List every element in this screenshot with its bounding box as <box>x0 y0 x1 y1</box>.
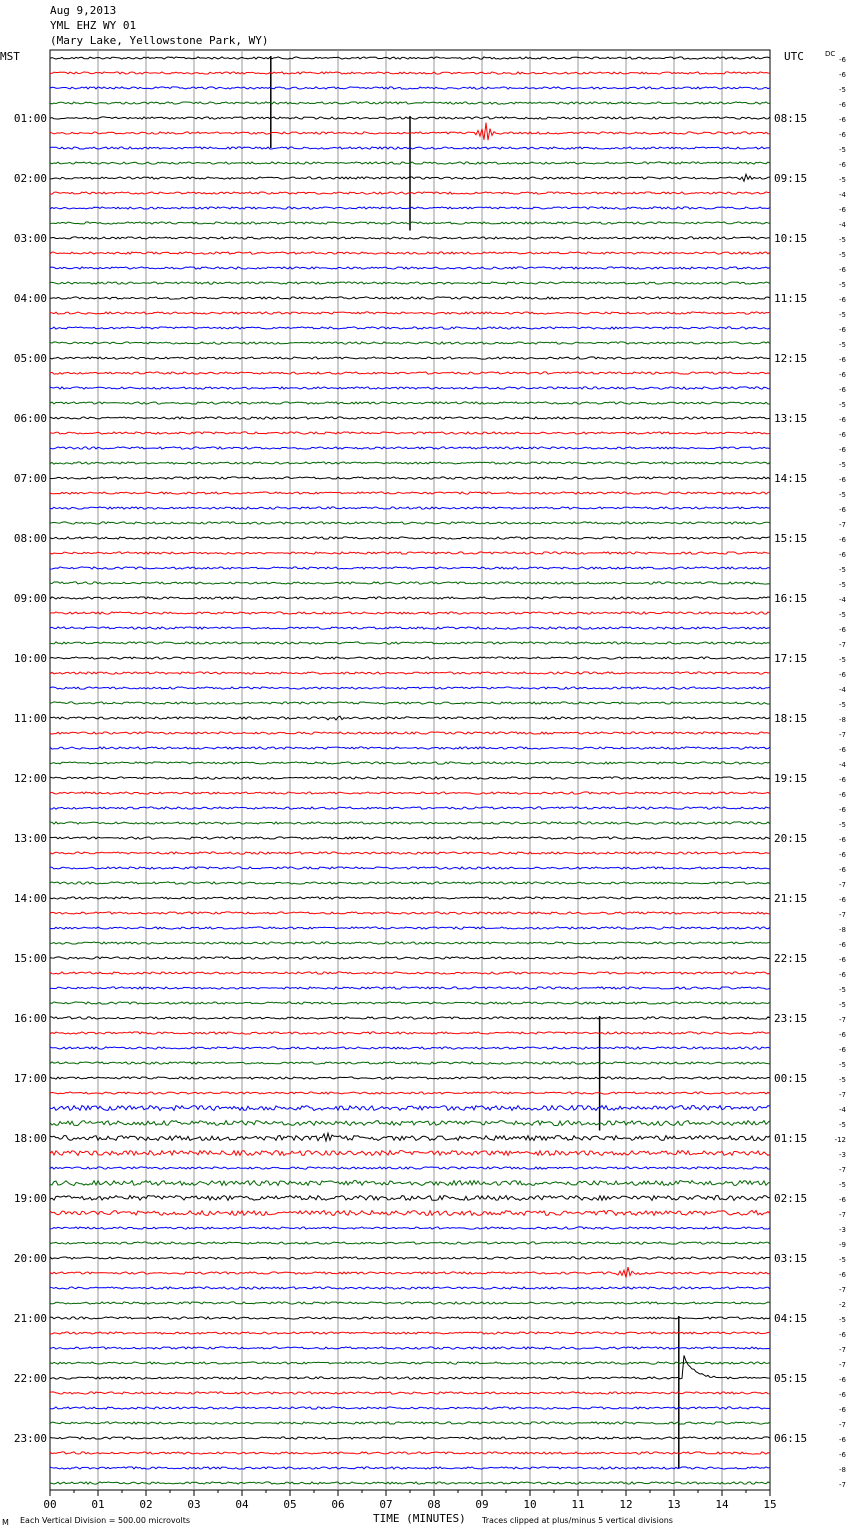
right-axis-title: UTC <box>784 50 804 63</box>
trace-row-1 <box>50 72 770 74</box>
trace-row-27 <box>50 462 770 464</box>
dc-offset-row-56: -6 <box>839 896 846 904</box>
dc-offset-row-86: -7 <box>839 1346 846 1354</box>
trace-row-73 <box>50 1151 770 1156</box>
dc-offset-row-63: -5 <box>839 1001 846 1009</box>
x-tick-label-10: 10 <box>523 1498 537 1511</box>
dc-offset-row-53: -6 <box>839 851 846 859</box>
dc-offset-row-57: -7 <box>839 911 846 919</box>
dc-offset-row-13: -5 <box>839 251 846 259</box>
dc-offset-row-88: -6 <box>839 1376 846 1384</box>
dc-offset-row-81: -6 <box>839 1271 846 1279</box>
left-hour-label: 03:00 <box>13 232 47 245</box>
dc-offset-row-61: -6 <box>839 971 846 979</box>
right-hour-label: 01:15 <box>774 1132 808 1145</box>
right-hour-label: 22:15 <box>774 952 808 965</box>
trace-row-67 <box>50 1062 770 1064</box>
left-hour-label: 01:00 <box>13 112 47 125</box>
dc-offset-row-38: -6 <box>839 626 846 634</box>
dc-offset-row-3: -6 <box>839 101 846 109</box>
clip-note: Traces clipped at plus/minus 5 vertical divisions <box>482 1516 673 1525</box>
right-hour-label: 00:15 <box>774 1072 808 1085</box>
x-tick-label-04: 04 <box>235 1498 249 1511</box>
dc-offset-row-89: -6 <box>839 1391 846 1399</box>
trace-row-22 <box>50 387 770 389</box>
trace-row-30 <box>50 507 770 509</box>
dc-offset-row-42: -4 <box>839 686 846 694</box>
right-hour-label: 10:15 <box>774 232 808 245</box>
trace-row-71 <box>50 1121 770 1126</box>
trace-row-91 <box>50 1422 770 1424</box>
dc-offset-row-20: -6 <box>839 356 846 364</box>
dc-offset-row-10: -6 <box>839 206 846 214</box>
trace-row-15 <box>50 282 770 284</box>
dc-offset-row-77: -7 <box>839 1211 846 1219</box>
x-tick-label-06: 06 <box>331 1498 345 1511</box>
dc-offset-row-40: -5 <box>839 656 846 664</box>
left-hour-label: 13:00 <box>13 832 47 845</box>
left-hour-label: 06:00 <box>13 412 47 425</box>
x-tick-label-01: 01 <box>91 1498 105 1511</box>
x-tick-label-02: 02 <box>139 1498 153 1511</box>
dc-offset-row-34: -5 <box>839 566 846 574</box>
dc-offset-row-8: -5 <box>839 176 846 184</box>
dc-offset-row-39: -7 <box>839 641 846 649</box>
trace-row-13 <box>50 252 770 254</box>
left-hour-label: 21:00 <box>13 1312 47 1325</box>
dc-offset-row-12: -5 <box>839 236 846 244</box>
dc-offset-row-18: -6 <box>839 326 846 334</box>
dc-offset-row-28: -6 <box>839 476 846 484</box>
trace-row-20 <box>50 357 770 359</box>
left-hour-label: 18:00 <box>13 1132 47 1145</box>
trace-row-83 <box>50 1302 770 1304</box>
trace-row-35 <box>50 582 770 584</box>
dc-offset-row-48: -6 <box>839 776 846 784</box>
header-date: Aug 9,2013 <box>50 4 117 17</box>
trace-row-86 <box>50 1347 770 1349</box>
trace-row-85 <box>50 1332 770 1334</box>
header-location: (Mary Lake, Yellowstone Park, WY) <box>50 34 269 47</box>
dc-offset-row-29: -5 <box>839 491 846 499</box>
left-hour-label: 04:00 <box>13 292 47 305</box>
left-hour-label: 05:00 <box>13 352 47 365</box>
left-hour-label: 17:00 <box>13 1072 47 1085</box>
x-tick-label-08: 08 <box>427 1498 441 1511</box>
dc-offset-row-93: -6 <box>839 1451 846 1459</box>
trace-row-26 <box>50 447 770 449</box>
dc-offset-row-79: -9 <box>839 1241 846 1249</box>
right-hour-label: 12:15 <box>774 352 808 365</box>
trace-row-80 <box>50 1257 770 1259</box>
dc-offset-row-95: -7 <box>839 1481 846 1489</box>
trace-row-72 <box>50 1133 770 1141</box>
right-hour-label: 06:15 <box>774 1432 808 1445</box>
left-hour-label: 23:00 <box>13 1432 47 1445</box>
trace-row-88 <box>50 1355 770 1379</box>
trace-row-75 <box>50 1181 770 1186</box>
dc-offset-row-69: -7 <box>839 1091 846 1099</box>
trace-row-79 <box>50 1242 770 1244</box>
trace-row-37 <box>50 612 770 614</box>
dc-offset-row-66: -6 <box>839 1046 846 1054</box>
trace-row-17 <box>50 312 770 314</box>
right-hour-label: 15:15 <box>774 532 808 545</box>
x-tick-label-05: 05 <box>283 1498 297 1511</box>
dc-offset-row-52: -6 <box>839 836 846 844</box>
left-hour-label: 16:00 <box>13 1012 47 1025</box>
trace-row-62 <box>50 987 770 989</box>
trace-row-16 <box>50 297 770 299</box>
trace-row-36 <box>50 597 770 599</box>
dc-offset-row-76: -6 <box>839 1196 846 1204</box>
dc-offset-row-16: -6 <box>839 296 846 304</box>
trace-row-33 <box>50 552 770 554</box>
trace-row-45 <box>50 732 770 734</box>
left-hour-label: 10:00 <box>13 652 47 665</box>
dc-offset-row-36: -4 <box>839 596 846 604</box>
dc-offset-row-22: -6 <box>839 386 846 394</box>
right-hour-label: 21:15 <box>774 892 808 905</box>
dc-offset-row-49: -6 <box>839 791 846 799</box>
right-hour-label: 13:15 <box>774 412 808 425</box>
x-axis-title: TIME (MINUTES) <box>373 1512 466 1525</box>
dc-offset-row-72: -12 <box>834 1136 846 1144</box>
trace-row-54 <box>50 867 770 869</box>
trace-row-14 <box>50 267 770 269</box>
dc-offset-row-58: -8 <box>839 926 846 934</box>
dc-offset-row-37: -5 <box>839 611 846 619</box>
right-hour-label: 19:15 <box>774 772 808 785</box>
dc-offset-row-19: -5 <box>839 341 846 349</box>
trace-row-76 <box>50 1196 770 1201</box>
corner-mark: M <box>2 1518 9 1527</box>
dc-offset-row-14: -6 <box>839 266 846 274</box>
dc-offset-row-50: -6 <box>839 806 846 814</box>
right-hour-label: 16:15 <box>774 592 808 605</box>
trace-row-81 <box>50 1267 770 1278</box>
left-hour-label: 20:00 <box>13 1252 47 1265</box>
trace-row-74 <box>50 1167 770 1169</box>
trace-row-53 <box>50 852 770 854</box>
trace-row-44 <box>50 716 770 720</box>
dc-offset-row-5: -6 <box>839 131 846 139</box>
dc-offset-row-94: -8 <box>839 1466 846 1474</box>
right-hour-label: 09:15 <box>774 172 808 185</box>
left-hour-label: 22:00 <box>13 1372 47 1385</box>
dc-offset-row-91: -7 <box>839 1421 846 1429</box>
trace-row-49 <box>50 792 770 794</box>
trace-row-12 <box>50 237 770 239</box>
left-hour-label: 14:00 <box>13 892 47 905</box>
dc-offset-row-0: -6 <box>839 56 846 64</box>
left-hour-label: 15:00 <box>13 952 47 965</box>
dc-offset-row-75: -5 <box>839 1181 846 1189</box>
trace-row-56 <box>50 897 770 899</box>
x-tick-label-14: 14 <box>715 1498 729 1511</box>
dc-offset-row-67: -5 <box>839 1061 846 1069</box>
trace-row-43 <box>50 702 770 704</box>
trace-row-28 <box>50 477 770 479</box>
trace-row-64 <box>50 1017 770 1019</box>
right-hour-label: 08:15 <box>774 112 808 125</box>
trace-row-41 <box>50 672 770 674</box>
trace-row-19 <box>50 342 770 344</box>
dc-offset-row-25: -6 <box>839 431 846 439</box>
trace-row-47 <box>50 762 770 764</box>
dc-offset-row-15: -5 <box>839 281 846 289</box>
dc-offset-row-7: -6 <box>839 161 846 169</box>
dc-offset-row-32: -6 <box>839 536 846 544</box>
trace-row-66 <box>50 1047 770 1049</box>
trace-row-92 <box>50 1437 770 1439</box>
trace-row-0 <box>50 57 770 59</box>
dc-offset-row-1: -6 <box>839 71 846 79</box>
x-tick-label-11: 11 <box>571 1498 585 1511</box>
x-tick-label-15: 15 <box>763 1498 777 1511</box>
trace-row-51 <box>50 822 770 824</box>
trace-row-61 <box>50 972 770 974</box>
trace-row-39 <box>50 642 770 644</box>
trace-row-2 <box>50 87 770 89</box>
dc-offset-row-78: -3 <box>839 1226 846 1234</box>
x-tick-label-07: 07 <box>379 1498 393 1511</box>
dc-offset-row-31: -7 <box>839 521 846 529</box>
right-hour-label: 11:15 <box>774 292 808 305</box>
trace-row-90 <box>50 1407 770 1409</box>
dc-offset-row-87: -7 <box>839 1361 846 1369</box>
trace-row-18 <box>50 327 770 329</box>
dc-offset-row-24: -6 <box>839 416 846 424</box>
trace-row-23 <box>50 402 770 404</box>
dc-offset-row-45: -7 <box>839 731 846 739</box>
dc-offset-row-62: -5 <box>839 986 846 994</box>
trace-row-50 <box>50 807 770 809</box>
dc-offset-row-74: -7 <box>839 1166 846 1174</box>
dc-offset-row-90: -6 <box>839 1406 846 1414</box>
dc-offset-row-55: -7 <box>839 881 846 889</box>
dc-offset-row-84: -5 <box>839 1316 846 1324</box>
right-hour-label: 17:15 <box>774 652 808 665</box>
trace-row-65 <box>50 1032 770 1034</box>
trace-row-21 <box>50 372 770 374</box>
trace-row-25 <box>50 432 770 434</box>
trace-row-68 <box>50 1077 770 1079</box>
trace-row-93 <box>50 1452 770 1454</box>
trace-row-70 <box>50 1106 770 1111</box>
dc-offset-row-73: -3 <box>839 1151 846 1159</box>
dc-offset-row-17: -5 <box>839 311 846 319</box>
dc-offset-row-65: -6 <box>839 1031 846 1039</box>
trace-row-94 <box>50 1467 770 1469</box>
right-hour-label: 20:15 <box>774 832 808 845</box>
left-hour-label: 02:00 <box>13 172 47 185</box>
dc-offset-row-9: -4 <box>839 191 846 199</box>
left-hour-label: 07:00 <box>13 472 47 485</box>
dc-offset-row-23: -5 <box>839 401 846 409</box>
dc-offset-row-33: -6 <box>839 551 846 559</box>
trace-row-3 <box>50 102 770 104</box>
left-axis-title: MST <box>0 50 20 63</box>
dc-offset-row-27: -5 <box>839 461 846 469</box>
trace-row-48 <box>50 777 770 779</box>
trace-row-29 <box>50 492 770 494</box>
x-tick-label-03: 03 <box>187 1498 201 1511</box>
trace-row-87 <box>50 1362 770 1364</box>
right-hour-label: 23:15 <box>774 1012 808 1025</box>
trace-row-57 <box>50 912 770 914</box>
right-hour-label: 02:15 <box>774 1192 808 1205</box>
left-hour-label: 08:00 <box>13 532 47 545</box>
trace-row-55 <box>50 882 770 884</box>
trace-row-60 <box>50 957 770 959</box>
dc-offset-row-51: -5 <box>839 821 846 829</box>
trace-row-38 <box>50 627 770 629</box>
dc-offset-row-26: -6 <box>839 446 846 454</box>
dc-offset-row-41: -6 <box>839 671 846 679</box>
trace-row-58 <box>50 927 770 929</box>
right-hour-label: 04:15 <box>774 1312 808 1325</box>
dc-offset-row-71: -5 <box>839 1121 846 1129</box>
dc-offset-row-21: -6 <box>839 371 846 379</box>
dc-offset-row-43: -5 <box>839 701 846 709</box>
left-hour-label: 09:00 <box>13 592 47 605</box>
right-hour-label: 05:15 <box>774 1372 808 1385</box>
dc-offset-row-80: -5 <box>839 1256 846 1264</box>
trace-layer <box>50 56 770 1484</box>
left-hour-label: 19:00 <box>13 1192 47 1205</box>
dc-offset-row-30: -6 <box>839 506 846 514</box>
trace-row-52 <box>50 837 770 839</box>
dc-offset-row-2: -5 <box>839 86 846 94</box>
trace-row-24 <box>50 417 770 419</box>
right-hour-label: 18:15 <box>774 712 808 725</box>
dc-offset-row-4: -6 <box>839 116 846 124</box>
label-layer <box>0 50 847 1527</box>
trace-row-42 <box>50 687 770 689</box>
dc-offset-row-46: -6 <box>839 746 846 754</box>
left-hour-label: 12:00 <box>13 772 47 785</box>
dc-offset-row-92: -6 <box>839 1436 846 1444</box>
dc-offset-row-54: -6 <box>839 866 846 874</box>
trace-row-31 <box>50 522 770 524</box>
dc-offset-row-83: -2 <box>839 1301 846 1309</box>
trace-row-82 <box>50 1287 770 1289</box>
trace-row-32 <box>50 537 770 539</box>
dc-offset-row-44: -8 <box>839 716 846 724</box>
trace-row-77 <box>50 1211 770 1216</box>
trace-row-59 <box>50 942 770 944</box>
trace-row-63 <box>50 1002 770 1004</box>
dc-offset-row-35: -5 <box>839 581 846 589</box>
dc-offset-row-11: -4 <box>839 221 846 229</box>
trace-row-78 <box>50 1227 770 1229</box>
right-hour-label: 14:15 <box>774 472 808 485</box>
x-tick-label-09: 09 <box>475 1498 489 1511</box>
trace-row-34 <box>50 567 770 569</box>
dc-offset-row-6: -5 <box>839 146 846 154</box>
trace-row-69 <box>50 1092 770 1094</box>
dc-offset-row-85: -6 <box>839 1331 846 1339</box>
trace-row-84 <box>50 1317 770 1319</box>
trace-row-40 <box>50 657 770 659</box>
x-tick-label-12: 12 <box>619 1498 633 1511</box>
dc-offset-row-82: -7 <box>839 1286 846 1294</box>
header-station: YML EHZ WY 01 <box>50 19 137 32</box>
dc-offset-row-70: -4 <box>839 1106 846 1114</box>
dc-title: DC <box>825 50 836 58</box>
dc-offset-row-64: -7 <box>839 1016 846 1024</box>
dc-offset-row-60: -6 <box>839 956 846 964</box>
trace-row-89 <box>50 1392 770 1394</box>
scale-note: Each Vertical Division = 500.00 microvolts <box>20 1516 191 1525</box>
dc-offset-row-68: -5 <box>839 1076 846 1084</box>
trace-row-95 <box>50 1482 770 1484</box>
left-hour-label: 11:00 <box>13 712 47 725</box>
dc-offset-row-59: -6 <box>839 941 846 949</box>
x-tick-label-13: 13 <box>667 1498 681 1511</box>
dc-offset-row-47: -4 <box>839 761 846 769</box>
right-hour-label: 03:15 <box>774 1252 808 1265</box>
x-tick-label-00: 00 <box>43 1498 57 1511</box>
trace-row-46 <box>50 747 770 749</box>
